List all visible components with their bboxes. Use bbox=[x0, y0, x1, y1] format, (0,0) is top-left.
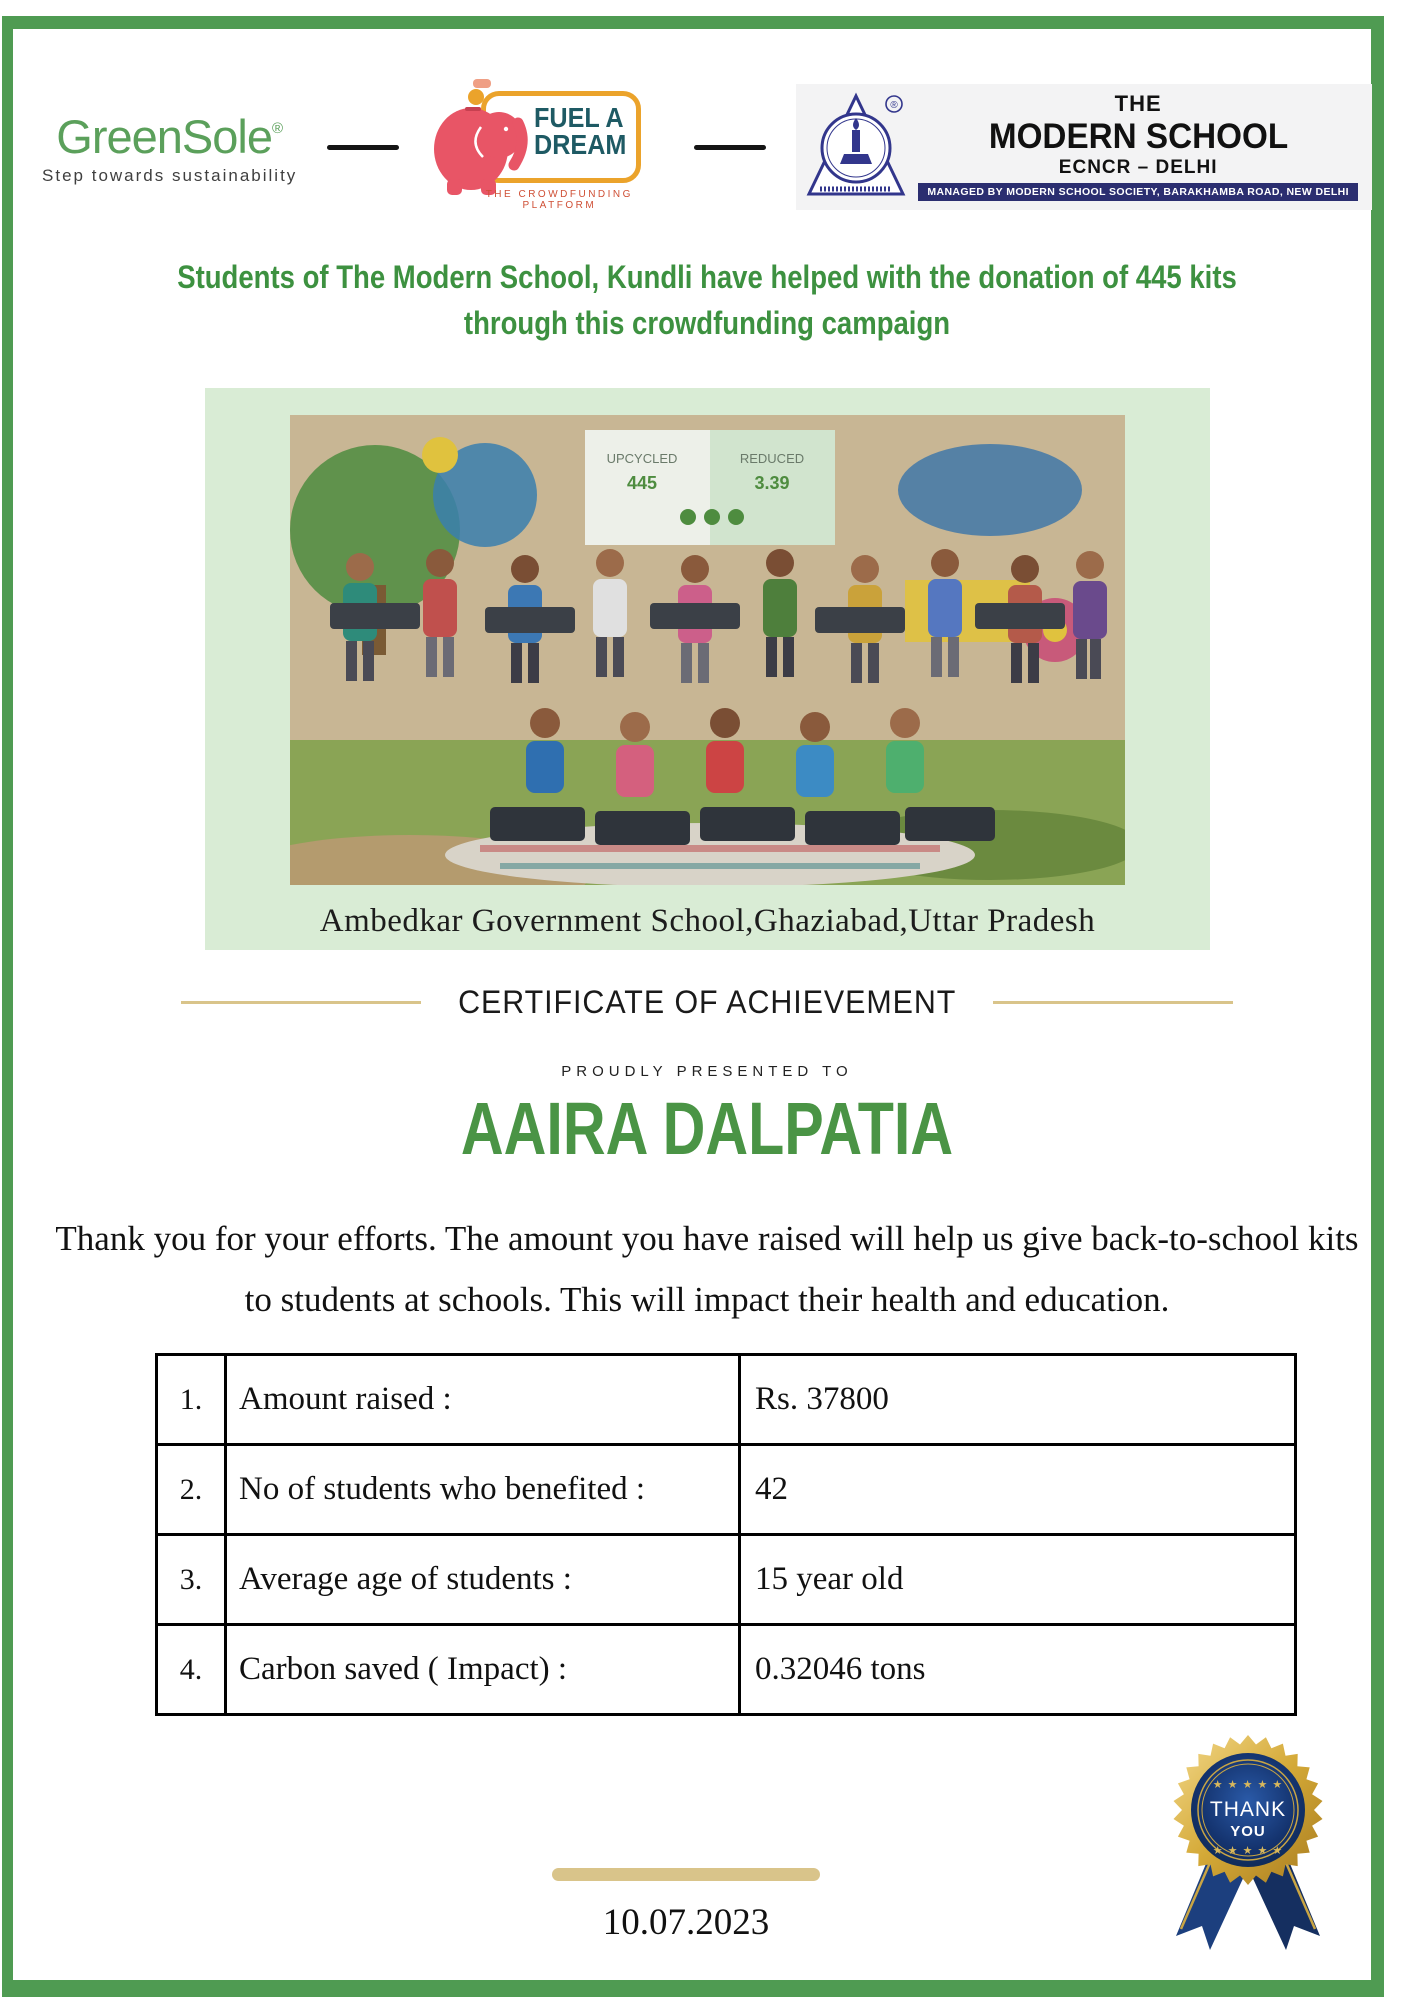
fueladream-tagline: THE CROWDFUNDING PLATFORM bbox=[485, 189, 633, 211]
banner-reduced-value: 3.39 bbox=[754, 473, 790, 493]
row-value: 42 bbox=[740, 1445, 1296, 1535]
certificate-date: 10.07.2023 bbox=[602, 1902, 770, 1943]
table-row bbox=[157, 1355, 1296, 1445]
greensole-tagline: Step towards sustainability bbox=[42, 165, 298, 185]
gold-divider bbox=[552, 1868, 820, 1881]
fueladream-logo bbox=[429, 83, 664, 211]
row-number: 1. bbox=[157, 1355, 226, 1445]
greensole-logo bbox=[42, 109, 297, 186]
greensole-registered-mark: ® bbox=[271, 119, 284, 137]
row-value: 0.32046 tons bbox=[740, 1625, 1296, 1715]
logo-row bbox=[40, 72, 1374, 222]
row-number: 4. bbox=[157, 1625, 226, 1715]
row-label: No of students who benefited : bbox=[226, 1445, 740, 1535]
row-label: Carbon saved ( Impact) : bbox=[226, 1625, 740, 1715]
badge-you: YOU bbox=[1230, 1823, 1266, 1840]
modernschool-registered-mark: ® bbox=[890, 100, 898, 111]
separator-dash-icon bbox=[327, 145, 399, 150]
certificate-title: CERTIFICATE OF ACHIEVEMENT bbox=[457, 984, 957, 1020]
rosette-ribbon-icon bbox=[1148, 1722, 1348, 1967]
recipient-name: AAIRA DALPATIA bbox=[460, 1087, 954, 1170]
badge-stars-bottom: ★ ★ ★ ★ ★ bbox=[1212, 1845, 1284, 1857]
school-kits-front bbox=[490, 807, 995, 845]
banner-upcycled-label: UPCYCLED bbox=[606, 451, 678, 466]
campaign-headline: Students of The Modern School, Kundli have helped with the donation of 445 kits through this crowdfunding campaign bbox=[177, 259, 1237, 342]
row-value: 15 year old bbox=[740, 1535, 1296, 1625]
elephant-piggybank-icon bbox=[429, 77, 529, 197]
row-number: 3. bbox=[157, 1535, 226, 1625]
school-photo bbox=[290, 415, 1125, 885]
photo-caption: Ambedkar Government School,Ghaziabad,Uttar Pradesh bbox=[319, 903, 1096, 939]
impact-table bbox=[155, 1353, 1297, 1716]
separator-dash-icon bbox=[694, 145, 766, 150]
row-label: Amount raised : bbox=[226, 1355, 740, 1445]
badge-thank: THANK bbox=[1209, 1798, 1287, 1821]
table-row bbox=[157, 1535, 1296, 1625]
modernschool-emblem-icon bbox=[806, 90, 906, 202]
badge-stars-top: ★ ★ ★ ★ ★ bbox=[1212, 1779, 1284, 1791]
table-row bbox=[157, 1625, 1296, 1715]
thank-you-badge bbox=[1148, 1722, 1348, 1967]
modernschool-banner: MANAGED BY MODERN SCHOOL SOCIETY, BARAKHAMBA ROAD, NEW DELHI bbox=[918, 183, 1358, 201]
banner-upcycled-value: 445 bbox=[626, 473, 658, 493]
gold-line-right bbox=[993, 1001, 1233, 1004]
banner-reduced-label: REDUCED bbox=[739, 451, 805, 466]
modernschool-logo bbox=[796, 84, 1372, 210]
table-row bbox=[157, 1445, 1296, 1535]
fueladream-wordmark: FUEL A DREAM bbox=[534, 102, 627, 160]
row-label: Average age of students : bbox=[226, 1535, 740, 1625]
row-number: 2. bbox=[157, 1445, 226, 1535]
photo-card bbox=[205, 388, 1210, 950]
photo-illustration bbox=[290, 415, 1125, 885]
greensole-wordmark: GreenSole bbox=[56, 109, 272, 163]
certificate-title-row bbox=[0, 984, 1414, 1021]
presented-to-label: PROUDLY PRESENTED TO bbox=[561, 1063, 853, 1080]
thank-you-message: Thank you for your efforts. The amount you have raised will help us give back-to-school kits to students at schools. This will impact their health and education. bbox=[55, 1219, 1359, 1320]
gold-line-left bbox=[181, 1001, 421, 1004]
modernschool-wordmark: THE MODERN SCHOOL ECNCR – DELHI MANAGED BY MODERN SCHOOL SOCIETY, BARAKHAMBA ROAD, NEW DELHI bbox=[918, 91, 1358, 201]
row-value: Rs. 37800 bbox=[740, 1355, 1296, 1445]
